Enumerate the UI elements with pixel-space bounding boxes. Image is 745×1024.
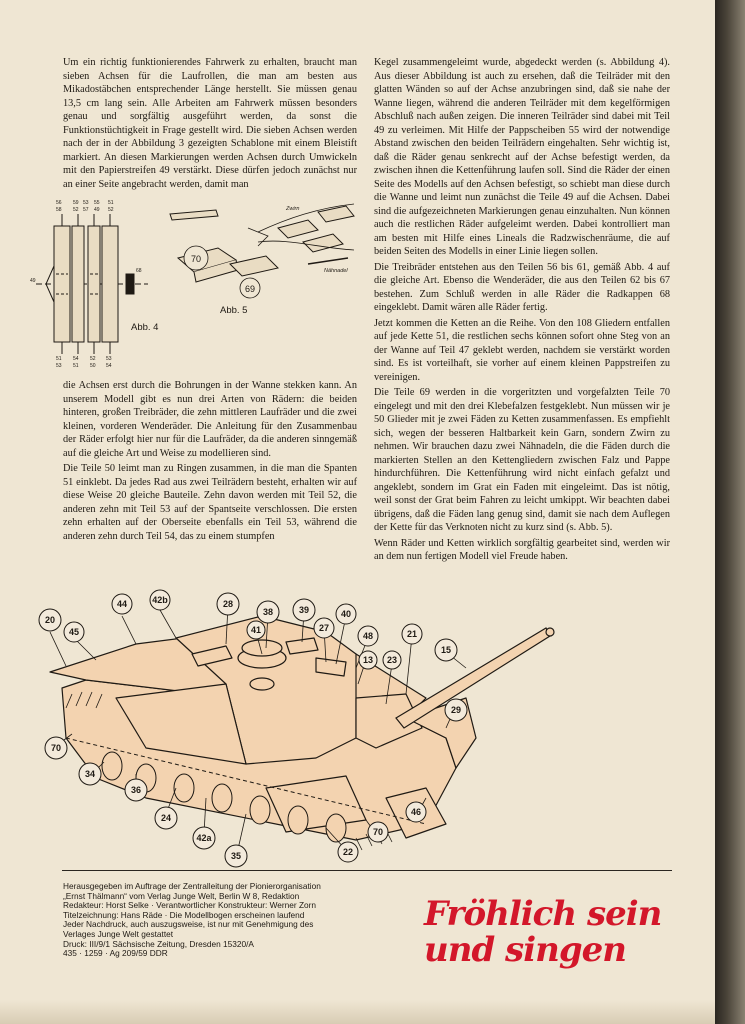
footer-divider xyxy=(62,870,672,871)
tank-label: 23 xyxy=(386,655,398,665)
tank-label: 29 xyxy=(450,705,462,715)
fig4-label: 59 xyxy=(73,200,79,206)
paragraph: Wenn Räder und Ketten wirklich sorgfältig gearbeitet sind, werden wir an dem nun fertigen Modell viel Freude haben. xyxy=(374,537,670,562)
publisher-imprint xyxy=(63,882,423,959)
paragraph: Die Teile 69 werden in die vorgeritzten und vorgefalzten Teile 70 eingelegt und mit den drei Klebefalzen festgeklebt. Nun müssen wir je 50 Glieder mit je zwei Fäden zu Ketten zusammenfassen. Es empfiehlt sich, wegen der besseren Haltbarkeit kein Garn, sondern Zwirn zu nehmen. Wir brauchen dazu zwei Nähnadeln, die die Fäden durch die markierten Stellen an den Kettengliedern zwischen Falz und Pappe hindurchführen. Die Kettenführung wird nicht einfach gefalzt und angeklebt, sondern im Grat ein Faden mit eingeleimt. Das ist nötig, weil sonst der Grat beim Fahren zu leicht umkippt. Wir beachten dabei übrigens, daß die Fäden lang genug sind, damit sie nach dem Auflegen der Kette für das Verknoten nicht zu kurz sind (s. Abb. 5). xyxy=(374,387,670,533)
tank-assembly-drawing xyxy=(26,588,686,870)
figure-chain-assembly xyxy=(158,198,358,302)
fig4-label: 68 xyxy=(136,268,142,274)
imprint-line: „Ernst Thälmann“ vom Verlag Junge Welt, Berlin W 8, Redaktion xyxy=(63,890,300,901)
paragraph: Die Treibräder entstehen aus den Teilen 56 bis 61, gemäß Abb. 4 auf die gleiche Art. Ebenso die Wenderäder, die aus den Teilen 62 bis 67 bestehen. Zum Schluß werden in alle Räder die Radkappen 68 eingeklebt. Damit wären alle Räder fertig. xyxy=(374,261,670,313)
tank-label: 24 xyxy=(160,813,172,823)
imprint-line: Druck: III/9/1 Sächsische Zeitung, Dresden 15320/A xyxy=(63,938,254,949)
tank-label: 36 xyxy=(130,785,142,795)
imprint-line: Jeder Nachdruck, auch auszugsweise, ist nur mit Genehmigung des xyxy=(63,919,314,930)
wheel-half-outer-right xyxy=(102,226,118,342)
tank-label: 48 xyxy=(362,631,374,641)
fig4-label: 53 xyxy=(56,363,62,369)
slogan-logo xyxy=(424,896,664,968)
article-column-right xyxy=(374,56,670,566)
fig4-label: 57 xyxy=(83,207,89,213)
chain-guide-strip xyxy=(170,210,218,220)
tank-label: 22 xyxy=(342,847,354,857)
figure4-caption: Abb. 4 xyxy=(131,322,159,333)
tank-label: 41 xyxy=(250,625,262,635)
tank-label: 42b xyxy=(152,595,168,605)
tank-label: 34 xyxy=(84,769,96,779)
tank-label: 13 xyxy=(362,655,374,665)
fig4-label: 51 xyxy=(73,363,79,369)
imprint-line: Herausgegeben im Auftrage der Zentralleitung der Pionierorganisation xyxy=(63,881,321,891)
fig4-label: 52 xyxy=(108,207,114,213)
fig5-part-label: 70 xyxy=(190,254,202,264)
fig4-label: 51 xyxy=(56,356,62,362)
fig4-label: 52 xyxy=(73,207,79,213)
fig4-label: 50 xyxy=(90,363,96,369)
slogan-line: Fröhlich sein xyxy=(424,894,662,934)
tank-label: 46 xyxy=(410,807,422,817)
fig4-label: 54 xyxy=(106,363,112,369)
fig5-part-label: 69 xyxy=(244,284,256,294)
fig5-annotation: Zwirn xyxy=(286,206,300,212)
tank-gun-barrel xyxy=(396,628,550,728)
figure5-caption: Abb. 5 xyxy=(220,305,248,316)
tank-label: 70 xyxy=(372,827,384,837)
paragraph: Die Teile 50 leimt man zu Ringen zusammen, in die man die Spanten 51 einklebt. Da jedes Rad aus zwei Teilrädern besteht, erhalten wir auf diese Weise 20 gleiche Bauteile. Zehn davon werden mit Teil 52, die anderen zehn mit Teil 53 auf der Spantseite verschlossen. Die ersten zehn erhalten auf der Oberseite ebenfalls ein Teil 53, während die anderen zehn durch Teil 54, das zu einem stumpfen xyxy=(63,463,357,542)
fig4-label: 53 xyxy=(106,356,112,362)
needle-icon xyxy=(308,258,348,264)
page-bottom-edge xyxy=(0,1000,715,1024)
road-wheel xyxy=(174,774,194,802)
tank-label: 21 xyxy=(406,629,418,639)
fig4-label: 52 xyxy=(90,356,96,362)
fig4-label: 53 xyxy=(83,200,89,206)
fig4-label: 56 xyxy=(56,200,62,206)
article-column-left-top xyxy=(63,56,357,193)
imprint-line: Titelzeichnung: Hans Räde · Die Modellbogen erscheinen laufend xyxy=(63,909,305,920)
figure-wheel-cross-section xyxy=(26,196,159,371)
wheel-half-inner-right xyxy=(88,226,100,342)
imprint-line: Verlages Junge Welt gestattet xyxy=(63,928,174,939)
article-column-left-bottom xyxy=(63,379,357,545)
paragraph: die Achsen erst durch die Bohrungen in der Wanne stekken kann. An unserem Modell gibt es nun drei Arten von Rädern: die beiden hinteren, großen Treibräder, die zehn mittleren Laufräder und die zwei kleinen, vorderen Wenderäder. Die Anleitung für den Zusammenbau der Räder erfolgt hier nur für die Laufräder, da die anderen sinngemäß auf die gleiche Art und Weise zu modellieren sind. xyxy=(63,380,357,459)
tank-label: 70 xyxy=(50,743,62,753)
fig4-label: 54 xyxy=(73,356,79,362)
imprint-line: 435 · 1259 · Ag 209/59 DDR xyxy=(63,948,168,959)
road-wheel xyxy=(250,796,270,824)
tank-label: 35 xyxy=(230,851,242,861)
road-wheel xyxy=(212,784,232,812)
fig4-label: 49 xyxy=(30,278,36,284)
road-wheel xyxy=(326,814,346,842)
tank-label: 39 xyxy=(298,605,310,615)
wheel-half-outer-left xyxy=(54,226,70,342)
tank-label: 38 xyxy=(262,607,274,617)
wheel-half-inner-left xyxy=(72,226,84,342)
tank-label: 28 xyxy=(222,599,234,609)
tank-label: 40 xyxy=(340,609,352,619)
paragraph: Um ein richtig funktionierendes Fahrwerk zu erhalten, braucht man sieben Achsen für die Laufrollen, die man am besten aus Mikadostäbchen entsprechender Länge herstellt. Sie müssen genau 13,5 cm lang sein. Alle Arbeiten am Fahrwerk müssen besonders genau und sorgfältig ausgeführt werden, da sonst die Funktionstüchtigkeit in Frage gestellt wird. Die sieben Achsen werden nach der in der Abbildung 3 gezeigten Schablone mit einem Bleistift markiert. An diesen Markierungen werden Achsen durch Umwickeln mit den Papierstreifen 49 verstärkt. Diese dürfen jedoch zunächst nur an einer Seite angebracht werden, damit man xyxy=(63,57,357,190)
paragraph: Kegel zusammengeleimt wurde, abgedeckt werden (s. Abbildung 4). Aus dieser Abbildung ist auch zu ersehen, daß die Teilräder mit den glatten Wänden so auf der Achse anzubringen sind, daß sie nahe der Wanne liegen, während die anderen Teilräder mit dem kegelförmigen Abschluß nach außen zeigen. Die inneren Teilräder sind dabei mit Teil 49 zu verleimen. Mit Hilfe der Pappscheiben 55 wird der notwendige Abstand zwischen den beiden Teilrädern eingehalten. Sehr wichtig ist, daß die Räder genau senkrecht auf der Achse befestigt werden, da zwischen ihnen die Kettenführung laufen soll. Sind die Räder der einen Seite des Modells auf den Achsen befestigt, so schiebt man diese durch die Wanne und leimt nun zunächst die Teile 49 auf die Achsen. Dabei sind die aufgezeichneten Markierungen genau einzuhalten. Nun können auch die restlichen Räder aufgeleimt werden. Dabei kontrolliert man am besten mit Hilfe eines Lineals die Radzwischenräume, die auf beiden Seiten des Modells in einer Linie liegen sollen. xyxy=(374,57,670,257)
chain-link-part-69 xyxy=(230,256,278,276)
book-spine xyxy=(715,0,745,1024)
fig4-label: 49 xyxy=(94,207,100,213)
slogan-line: und singen xyxy=(424,930,626,970)
fig4-label: 58 xyxy=(56,207,62,213)
fig5-annotation: Nähnadel xyxy=(324,268,348,274)
tank-label: 15 xyxy=(440,645,452,655)
tank-label: 44 xyxy=(116,599,128,609)
tank-label: 27 xyxy=(318,623,330,633)
fig4-label: 55 xyxy=(94,200,100,206)
road-wheel xyxy=(102,752,122,780)
imprint-line: Redakteur: Horst Selke · Verantwortlicher Konstrukteur: Werner Zorn xyxy=(63,900,317,911)
fig4-label: 51 xyxy=(108,200,114,206)
paragraph: Jetzt kommen die Ketten an die Reihe. Von den 108 Gliedern entfallen auf jede Kette 51, die restlichen sechs können sofort ohne Steg von an der Wanne auf Teil 47 geklebt werden, nachdem sie verstärkt worden sind. Es ist vorteilhaft, sie vorher auf einem kleinen Pappstreifen zu vereinigen. xyxy=(374,317,670,383)
tank-label: 42a xyxy=(196,833,212,843)
road-wheel xyxy=(288,806,308,834)
tank-label: 45 xyxy=(68,627,80,637)
chain-links-row xyxy=(278,220,318,238)
tank-label: 20 xyxy=(44,615,56,625)
axle-collar xyxy=(126,274,134,294)
